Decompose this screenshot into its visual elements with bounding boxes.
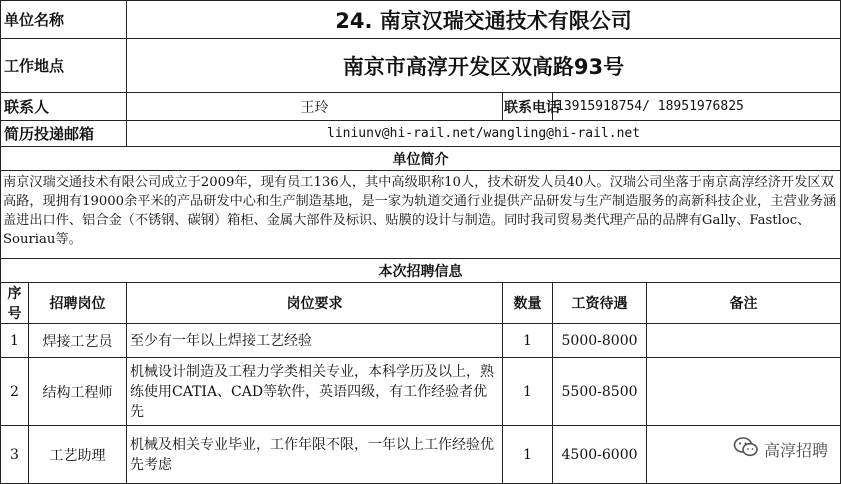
location-value: 南京市高淳开发区双高路93号: [127, 39, 841, 93]
header-requirements: 岗位要求: [127, 283, 503, 324]
contact-value: 王玲: [127, 93, 503, 121]
table-row: [1, 426, 841, 484]
watermark: [729, 434, 832, 464]
email-row: [1, 121, 841, 147]
company-label: 单位名称: [1, 1, 127, 39]
table-row: [1, 358, 841, 426]
header-remark: 备注: [647, 283, 841, 324]
row-salary: 4500-6000: [553, 426, 647, 484]
row-remark: [647, 324, 841, 358]
row-position: 工艺助理: [29, 426, 127, 484]
row-count: 1: [503, 426, 553, 484]
email-label: 简历投递邮箱: [1, 121, 127, 147]
row-no: 3: [1, 426, 29, 484]
location-row: [1, 39, 841, 93]
header-count: 数量: [503, 283, 553, 324]
intro-title: 单位简介: [1, 147, 841, 171]
row-salary: 5000-8000: [553, 324, 647, 358]
intro-row: [1, 171, 841, 259]
phone-value: 13915918754/ 18951976825: [553, 93, 841, 121]
intro-text: 南京汉瑞交通技术有限公司成立于2009年，现有员工136人，其中高级职称10人，技术研发人员40人。汉瑞公司坐落于南京高淳经济开发区双高路，现拥有19000余平米的产品研发中心和生产制造基地，是一家为轨道交通行业提供产品研发与生产制造服务的高新科技企业，主营业务涵盖进出口件、铝合金（不锈钢、碳钢）箱柜、金属大部件及标识、贴膜的设计与制造。同时我司贸易类代理产品的品牌有Gally、Fastloc、Souriau等。: [1, 171, 841, 259]
header-no: 序号: [1, 283, 29, 324]
row-count: 1: [503, 324, 553, 358]
row-position: 焊接工艺员: [29, 324, 127, 358]
email-value: liniunv@hi-rail.net/wangling@hi-rail.net: [127, 121, 841, 147]
header-salary: 工资待遇: [553, 283, 647, 324]
contact-label: 联系人: [1, 93, 127, 121]
intro-title-row: [1, 147, 841, 171]
watermark-text: 高淳招聘: [763, 440, 828, 460]
header-position: 招聘岗位: [29, 283, 127, 324]
wechat-icon: [733, 436, 759, 462]
row-no: 1: [1, 324, 29, 358]
row-requirements: 至少有一年以上焊接工艺经验: [127, 324, 503, 358]
company-name: 24. 南京汉瑞交通技术有限公司: [127, 1, 841, 39]
row-position: 结构工程师: [29, 358, 127, 426]
location-label: 工作地点: [1, 39, 127, 93]
row-remark: [647, 358, 841, 426]
phone-label: 联系电话: [503, 93, 553, 121]
row-requirements: 机械及相关专业毕业，工作年限不限，一年以上工作经验优先考虑: [127, 426, 503, 484]
row-requirements: 机械设计制造及工程力学类相关专业，本科学历及以上，熟练使用CATIA、CAD等软件，英语四级，有工作经验者优先: [127, 358, 503, 426]
recruit-title: 本次招聘信息: [1, 259, 841, 283]
contact-row: [1, 93, 841, 121]
company-row: [1, 1, 841, 39]
row-count: 1: [503, 358, 553, 426]
row-salary: 5500-8500: [553, 358, 647, 426]
table-row: [1, 324, 841, 358]
recruit-header-row: [1, 283, 841, 324]
row-no: 2: [1, 358, 29, 426]
recruit-title-row: [1, 259, 841, 283]
